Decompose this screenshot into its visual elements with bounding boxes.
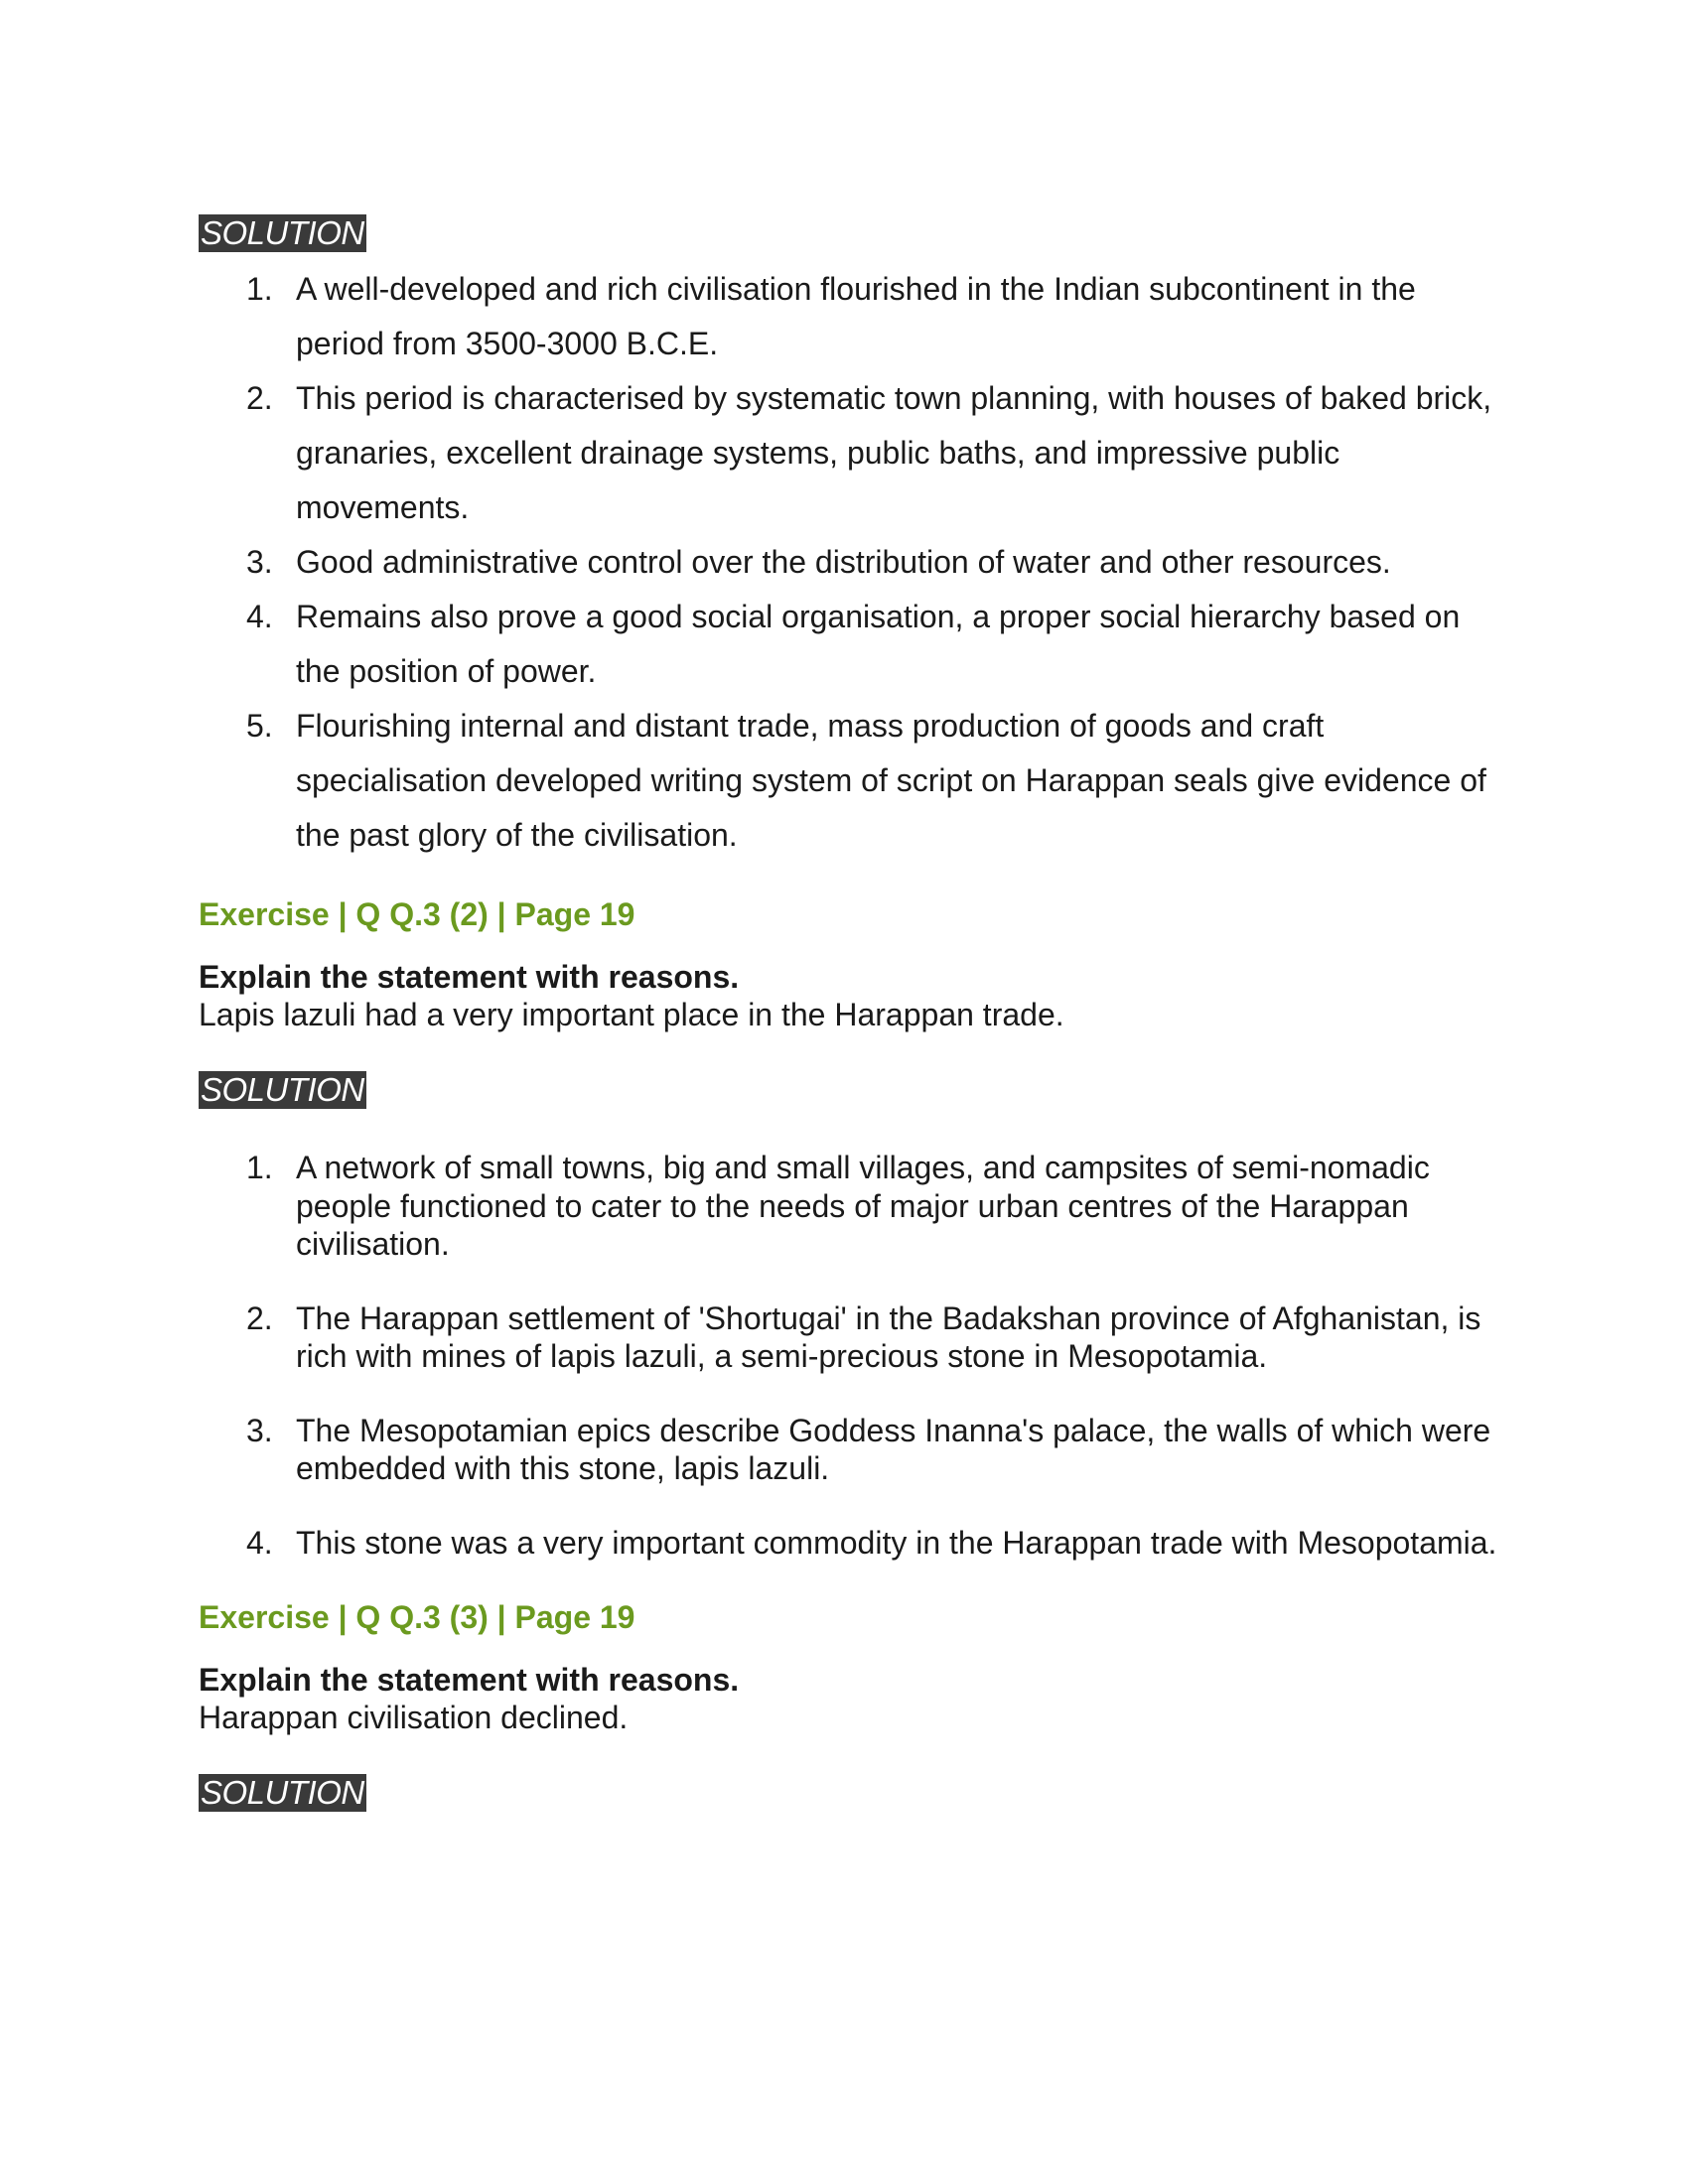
solution-list (199, 262, 1499, 863)
item-text: Flourishing internal and distant trade, mass production of goods and craft specialisation developed writing system of script on Harappan seals give evidence of the past glory of the civilisation. (296, 708, 1486, 853)
list-item (199, 1412, 1499, 1488)
item-number: 3. (246, 544, 273, 580)
exercise-heading: Exercise | Q Q.3 (3) | Page 19 (199, 1599, 635, 1635)
item-text: This stone was a very important commodity in the Harappan trade with Mesopotamia. (296, 1524, 1497, 1561)
question-title: Explain the statement with reasons. (199, 1662, 740, 1698)
item-text: A network of small towns, big and small villages, and campsites of semi-nomadic people functioned to cater to the needs of major urban centres of the Harappan civilisation. (296, 1150, 1430, 1262)
item-text: This period is characterised by systematic town planning, with houses of baked brick, granaries, excellent drainage systems, public baths, and impressive public movements. (296, 380, 1492, 525)
item-number: 4. (246, 599, 273, 634)
list-item (199, 590, 1499, 699)
list-item (199, 1524, 1499, 1563)
exercise-heading: Exercise | Q Q.3 (2) | Page 19 (199, 896, 635, 932)
question-text: Harappan civilisation declined. (199, 1700, 629, 1735)
solution-label: SOLUTION (201, 1071, 364, 1108)
item-text: The Harappan settlement of 'Shortugai' in the Badakshan province of Afghanistan, is rich with mines of lapis lazuli, a semi-precious stone in Mesopotamia. (296, 1299, 1481, 1374)
item-number: 5. (246, 708, 273, 744)
item-number: 2. (246, 380, 273, 416)
list-item (199, 371, 1499, 535)
item-number: 3. (246, 1412, 273, 1448)
item-number: 1. (246, 271, 273, 307)
solution-list (199, 1149, 1499, 1562)
list-item (199, 699, 1499, 863)
list-item (199, 1299, 1499, 1376)
solution-label: SOLUTION (201, 214, 364, 251)
list-item (199, 535, 1499, 590)
item-number: 2. (246, 1299, 273, 1336)
list-item (199, 262, 1499, 371)
list-item (199, 1149, 1499, 1264)
item-text: Remains also prove a good social organisation, a proper social hierarchy based on the position of power. (296, 599, 1461, 689)
item-number: 4. (246, 1524, 273, 1561)
item-number: 1. (246, 1150, 273, 1185)
item-text: A well-developed and rich civilisation flourished in the Indian subcontinent in the period from 3500-3000 B.C.E. (296, 271, 1416, 361)
item-text: The Mesopotamian epics describe Goddess Inanna's palace, the walls of which were embedded with this stone, lapis lazuli. (296, 1412, 1491, 1486)
question-text: Lapis lazuli had a very important place in the Harappan trade. (199, 997, 1064, 1032)
item-text: Good administrative control over the distribution of water and other resources. (296, 544, 1391, 580)
question-title: Explain the statement with reasons. (199, 959, 740, 995)
solution-label: SOLUTION (201, 1774, 364, 1811)
page-content (199, 214, 1499, 1812)
